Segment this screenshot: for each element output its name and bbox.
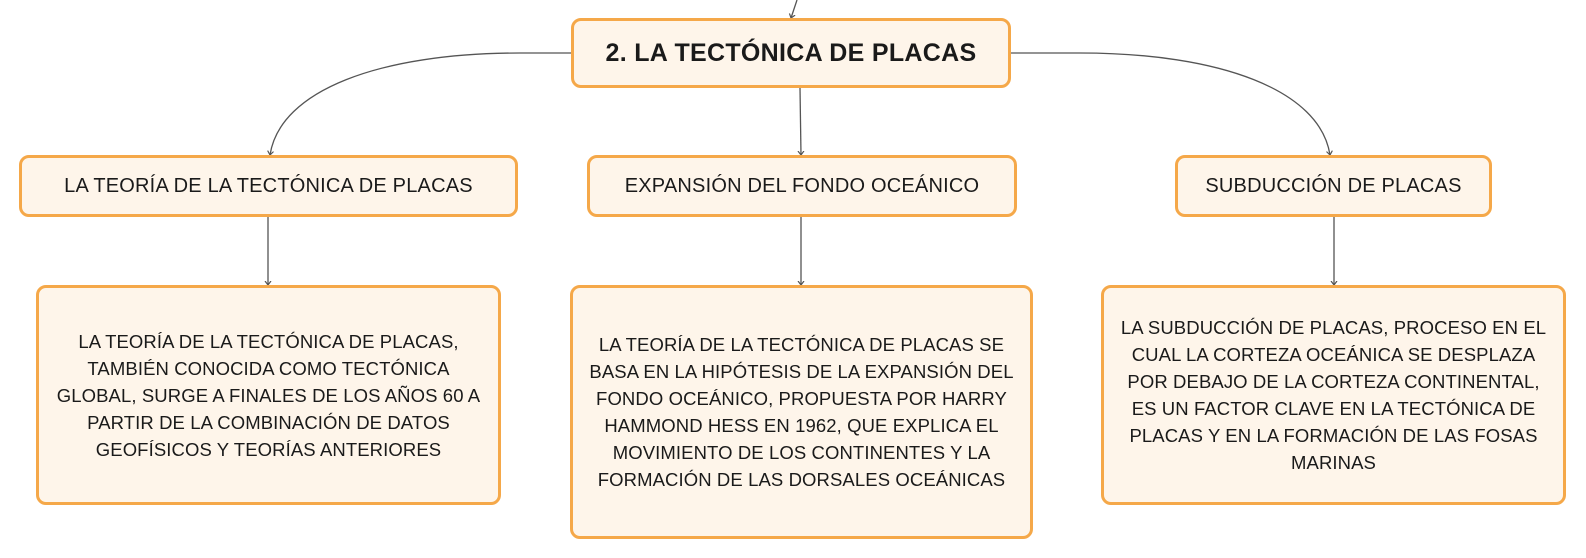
branch-description-node-1[interactable] (36, 285, 501, 505)
connector-title-to-branch-1 (270, 53, 571, 155)
branch-heading-node-2[interactable] (587, 155, 1017, 217)
connector-title-to-branch-2 (800, 88, 801, 155)
branch-description-text: LA TEORÍA DE LA TECTÓNICA DE PLACAS, TAMBIÉN CONOCIDA COMO TECTÓNICA GLOBAL, SURGE A FINALES DE LOS AÑOS 60 A PARTIR DE LA COMBINACIÓN DE DATOS GEOFÍSICOS Y TEORÍAS ANTERIORES (56, 330, 481, 460)
connector-parent-to-title (791, 0, 797, 18)
title-text: 2. LA TECTÓNICA DE PLACAS (605, 38, 977, 67)
branch-heading-text: EXPANSIÓN DEL FONDO OCEÁNICO (624, 174, 980, 197)
branch-description-node-2[interactable] (570, 285, 1033, 539)
branch-description-text: LA SUBDUCCIÓN DE PLACAS, PROCESO EN EL CUAL LA CORTEZA OCEÁNICA SE DESPLAZA POR DEBAJO DE LA CORTEZA CONTINENTAL, ES UN FACTOR CLAVE EN LA TECTÓNICA DE PLACAS Y EN LA FORMACIÓN DE LAS FOSAS MARINAS (1120, 317, 1547, 473)
connector-title-to-branch-3 (1010, 53, 1330, 155)
title-node[interactable] (571, 18, 1011, 88)
branch-heading-text: LA TEORÍA DE LA TECTÓNICA DE PLACAS (64, 174, 473, 197)
branch-description-text: LA TEORÍA DE LA TECTÓNICA DE PLACAS SE BASA EN LA HIPÓTESIS DE LA EXPANSIÓN DEL FONDO OCEÁNICO, PROPUESTA POR HARRY HAMMOND HESS EN 1962, QUE EXPLICA EL MOVIMIENTO DE LOS CONTINENTES Y LA FORMACIÓN DE LAS DORSALES OCEÁNICAS (589, 334, 1014, 490)
branch-heading-node-1[interactable] (19, 155, 518, 217)
branch-heading-text: SUBDUCCIÓN DE PLACAS (1205, 174, 1462, 197)
branch-heading-node-3[interactable] (1175, 155, 1492, 217)
branch-description-node-3[interactable] (1101, 285, 1566, 505)
